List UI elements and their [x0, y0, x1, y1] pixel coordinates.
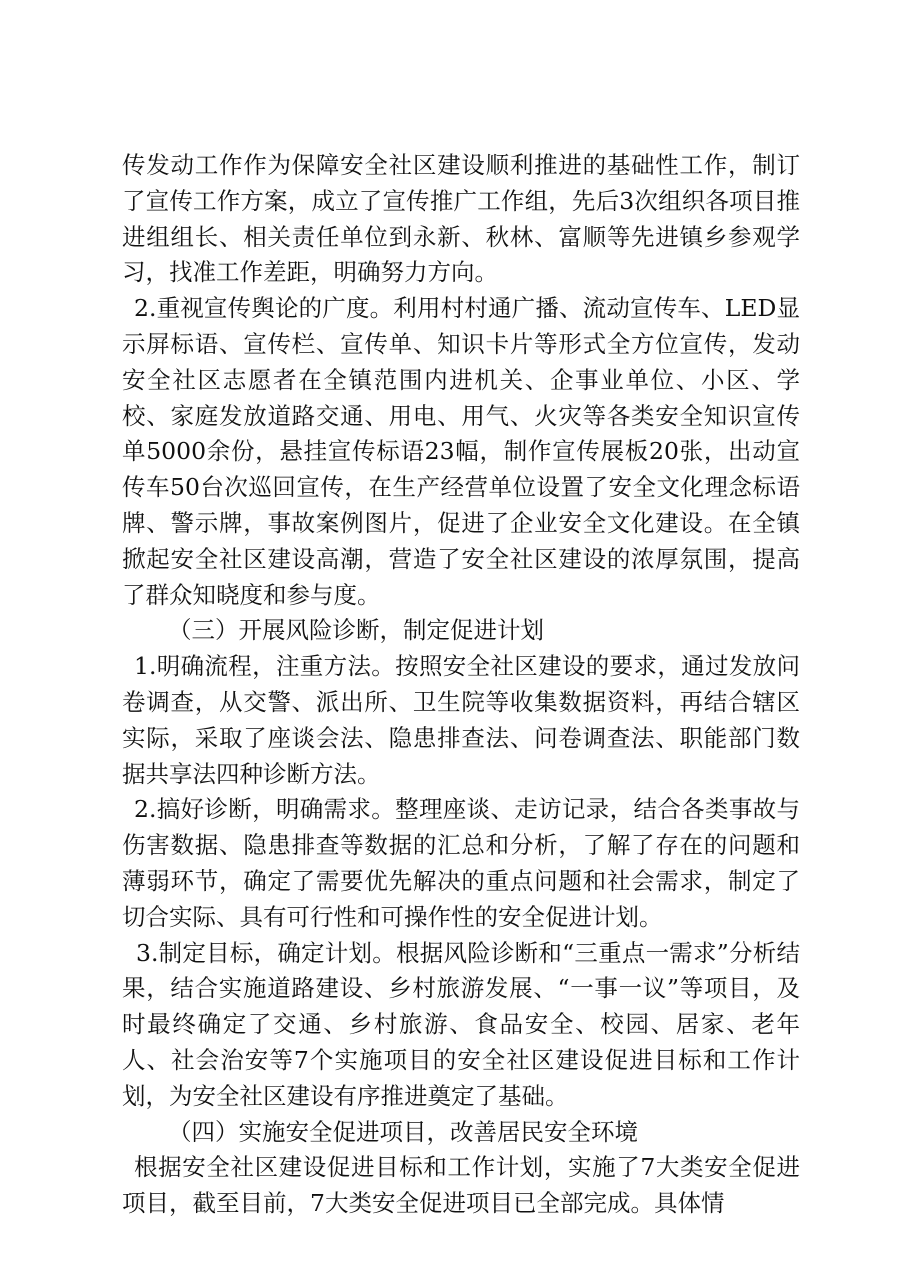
paragraph-publicity-breadth: 2.重视宣传舆论的广度。利用村村通广播、流动宣传车、LED显示屏标语、宣传栏、宣传单、知识卡片等形式全方位宣传，发动安全社区志愿者在全镇范围内进机关、企事业单位、小区、学校、家庭发放道路交通、用电、用气、火灾等各类安全知识宣传单5000余份，悬挂宣传标语23幅，制作宣传展板20张，出动宣传车50台次巡回宣传，在生产经营单位设置了安全文化理念标语牌、警示牌，事故案例图片，促进了企业安全文化建设。在全镇掀起安全社区建设高潮，营造了安全社区建设的浓厚氛围，提高了群众知晓度和参与度。: [122, 294, 800, 609]
section-heading-safety-projects: （四）实施安全促进项目，改善居民安全环境: [168, 1117, 638, 1146]
paragraph-diagnosis-needs: 2.搞好诊断，明确需求。整理座谈、走访记录，结合各类事故与伤害数据、隐患排查等数据的汇总和分析，了解了存在的问题和薄弱环节，确定了需要优先解决的重点问题和社会需求，制定了切合实际、具有可行性和可操作性的安全促进计划。: [122, 795, 800, 931]
document-page: [122, 148, 800, 1222]
section-heading-risk-diagnosis: （三）开展风险诊断，制定促进计划: [168, 616, 544, 645]
paragraph-publicity-mobilization: 传发动工作作为保障安全社区建设顺利推进的基础性工作，制订了宣传工作方案，成立了宣传推广工作组，先后3次组织各项目推进组组长、相关责任单位到永新、秋林、富顺等先进镇乡参观学习，找准工作差距，明确努力方向。: [122, 151, 800, 287]
paragraph-clarify-process: 1.明确流程，注重方法。按照安全社区建设的要求，通过发放问卷调查，从交警、派出所、卫生院等收集数据资料，再结合辖区实际，采取了座谈会法、隐患排查法、问卷调查法、职能部门数据共享法四种诊断方法。: [122, 652, 800, 788]
paragraph-project-implementation: 根据安全社区建设促进目标和工作计划，实施了7大类安全促进项目，截至目前，7大类安全促进项目已全部完成。具体情: [122, 1153, 800, 1218]
paragraph-set-goals: 3.制定目标，确定计划。根据风险诊断和“三重点一需求”分析结果，结合实施道路建设、乡村旅游发展、“一事一议”等项目，及时最终确定了交通、乡村旅游、食品安全、校园、居家、老年人、社会治安等7个实施项目的安全社区建设促进目标和工作计划，为安全社区建设有序推进奠定了基础。: [122, 938, 800, 1110]
